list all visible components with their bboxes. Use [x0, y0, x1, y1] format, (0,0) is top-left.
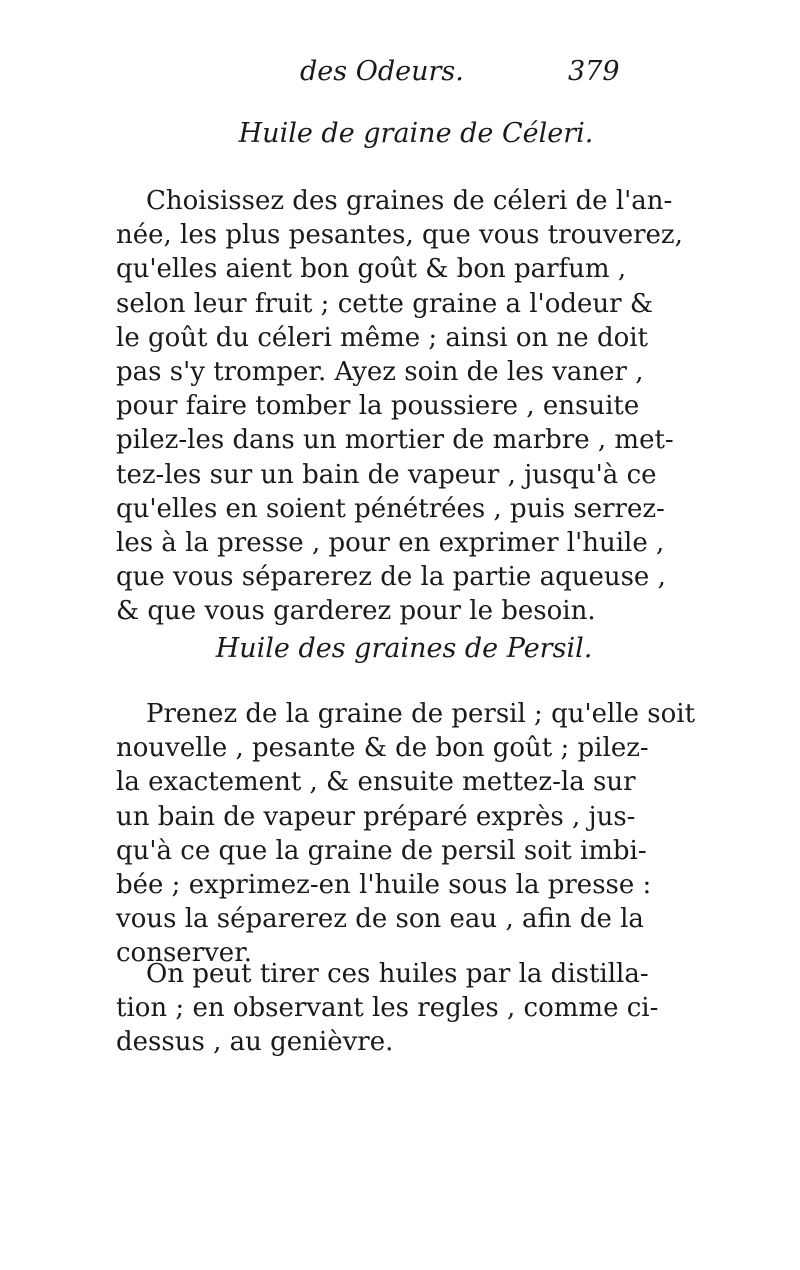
text-line: qu'à ce que la graine de persil soit imbi- [116, 835, 647, 866]
text-line: qu'elles en soient pénétrées , puis serrez- [116, 493, 665, 524]
text-line: nouvelle , pesante & de bon goût ; pilez- [116, 733, 649, 764]
page-number: 379 [568, 56, 620, 87]
section-heading-celeri: Huile de graine de Céleri. [238, 118, 594, 149]
text-line: vous la séparerez de son eau , afin de la [116, 904, 644, 935]
text-line: tion ; en observant les regles , comme ci- [116, 993, 659, 1024]
text-line: pas s'y tromper. Ayez soin de les vaner , [116, 356, 644, 387]
paragraph-distillation [116, 957, 716, 1060]
text-line: pilez-les dans un mortier de marbre , met- [116, 425, 674, 456]
text-line: née, les plus pesantes, que vous trouverez, [116, 220, 683, 251]
text-line: bée ; exprimez-en l'huile sous la presse : [116, 869, 652, 900]
text-line: selon leur fruit ; cette graine a l'odeur & [116, 288, 653, 319]
text-line: tez-les sur un bain de vapeur , jusqu'à ce [116, 459, 657, 490]
text-line: On peut tirer ces huiles par la distilla- [146, 959, 649, 989]
paragraph-celeri [116, 184, 716, 628]
text-line: le goût du céleri même ; ainsi on ne doit [116, 322, 649, 353]
text-line: pour faire tomber la poussiere , ensuite [116, 391, 640, 422]
text-line: la exactement , & ensuite mettez-la sur [116, 767, 636, 798]
text-line: Prenez de la graine de persil ; qu'elle soit [146, 699, 696, 729]
text-line: que vous séparerez de la partie aqueuse , [116, 562, 666, 593]
text-line: dessus , au genièvre. [116, 1027, 394, 1058]
text-line: & que vous garderez pour le besoin. [116, 596, 596, 627]
running-head [0, 56, 800, 96]
section-heading-persil: Huile des graines de Persil. [215, 633, 593, 664]
text-line: un bain de vapeur préparé exprès , jus- [116, 801, 636, 832]
running-title: des Odeurs. [300, 56, 464, 87]
text-line: qu'elles aient bon goût & bon parfum , [116, 254, 627, 285]
paragraph-persil [116, 697, 716, 971]
text-line: Choisissez des graines de céleri de l'an- [146, 186, 673, 216]
text-line: les à la presse , pour en exprimer l'huile , [116, 527, 665, 558]
text-line: conserver. [116, 938, 253, 969]
